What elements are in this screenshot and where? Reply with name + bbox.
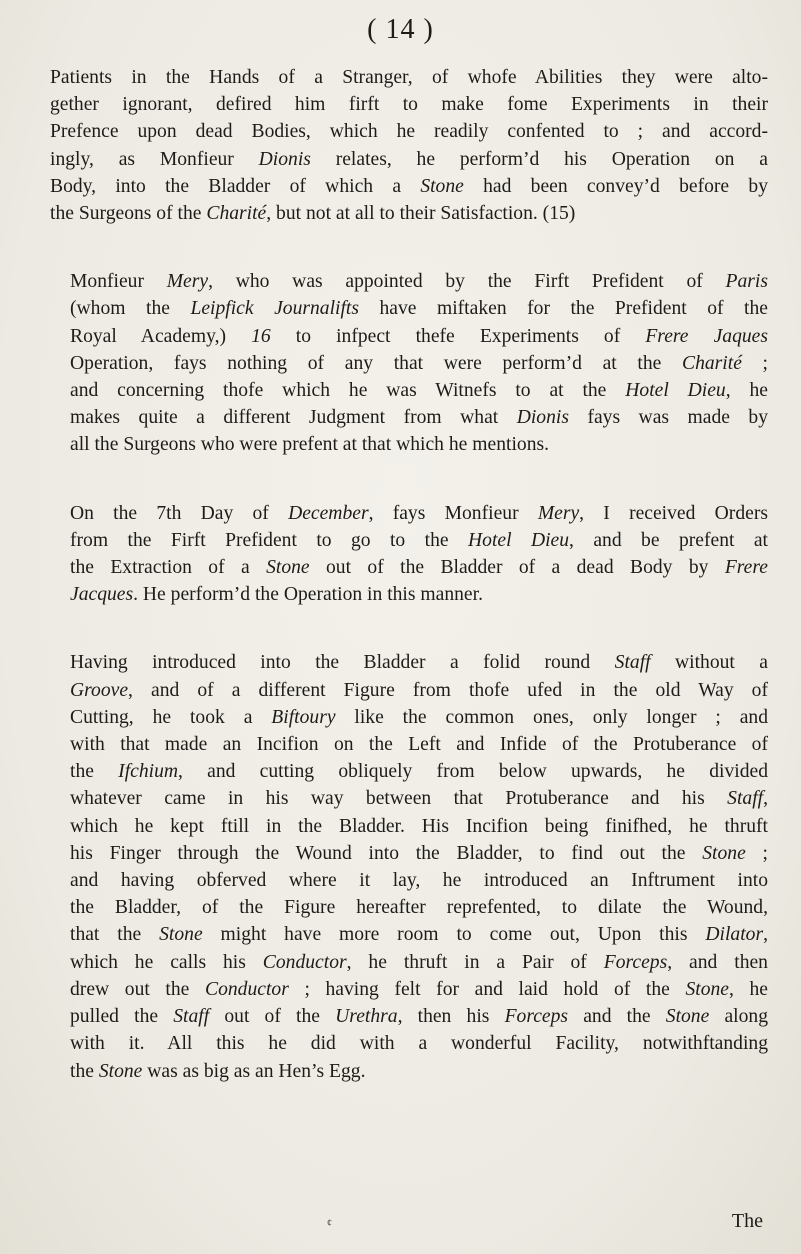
footer-mark: ¢ bbox=[327, 1218, 332, 1229]
paragraph-1: Patients in the Hands of a Stranger, of whofe Abilities they were alto- gether ignorant, defired him firft to make fome Experiments in their Prefence upon dead Bodies, which he readily confented to ; and accord- ingly, as Monfieur Dionis relates, he perform’d his Operation on a Body, into the Bladder of which a Stone had been convey’d before by the Surgeons of the Charité, but not at all to their Satisfaction. (15) bbox=[50, 67, 768, 225]
catchword: The bbox=[731, 1210, 763, 1232]
page-number: ( 14 ) bbox=[367, 14, 434, 45]
paragraph-2: Monfieur Mery, who was appointed by the Firft Prefident of Paris (whom the Leipfick Journalifts have miftaken for the Prefident of the Royal Academy,) 16 to infpect thefe Experiments of Frere Jaques Operation, fays nothing of any that were perform’d at the Charité ; and concerning thofe which he was Witnefs to at the Hotel Dieu, he makes quite a different Judgment from what Dionis fays was made by all the Surgeons who were prefent at that which he mentions. bbox=[70, 271, 769, 456]
paragraph-3: On the 7th Day of December, fays Monfieur Mery, I received Orders from the Firft Prefident to go to the Hotel Dieu, and be prefent at the Extraction of a Stone out of the Bladder of a dead Body by Frere Jacques. He perform’d the Operation in this manner. bbox=[70, 502, 768, 606]
body-text bbox=[50, 64, 768, 1085]
paragraph-4: Having introduced into the Bladder a folid round Staff without a Groove, and of a different Figure from thofe ufed in the old Way of Cutting, he took a Biftoury like the common ones, only longer ; and with that made an Incifion on the Left and Infide of the Protuberance of the Ifchium, and cutting obliquely from below upwards, he divided whatever came in his way between that Protuberance and his Staff, which he kept ftill in the Bladder. His Incifion being finifhed, he thruft his Finger through the Wound into the Bladder, to find out the Stone ; and having obferved where it lay, he introduced an Inftrument into the Bladder, of the Figure hereafter reprefented, to dilate the Wound, that the Stone might have more room to come out, Upon this Dilator, which he calls his Conductor, he thruft in a Pair of Forceps, and then drew out the Conductor ; having felt for and laid hold of the Stone, he pulled the Staff out of the Urethra, then his Forceps and the Stone along with it. All this he did with a wonderful Facility, notwithftanding the Stone was as big as an Hen’s Egg. bbox=[70, 652, 769, 1082]
